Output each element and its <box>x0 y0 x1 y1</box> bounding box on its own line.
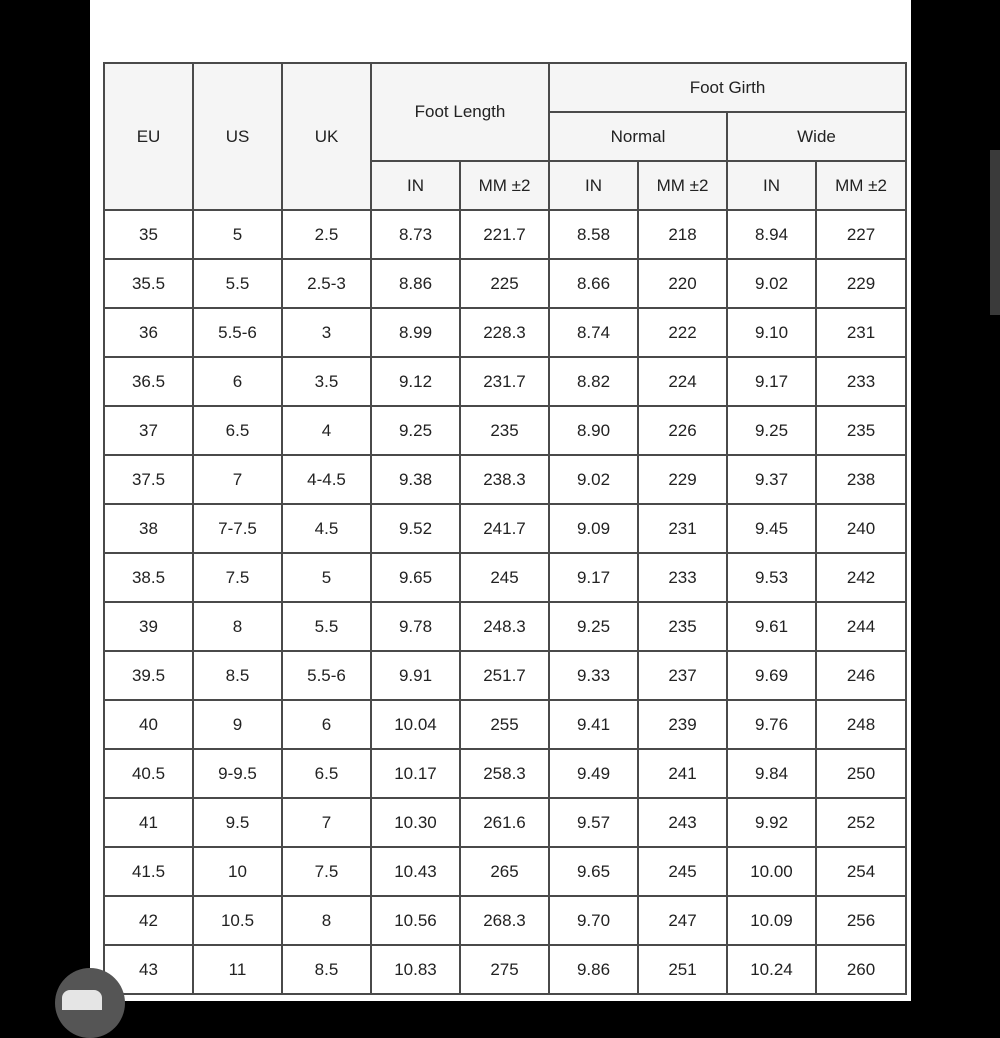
cell-length-mm: 275 <box>460 945 549 994</box>
cell-length-in: 9.12 <box>371 357 460 406</box>
cell-us: 6.5 <box>193 406 282 455</box>
cell-length-in: 10.56 <box>371 896 460 945</box>
cell-normal-mm: 247 <box>638 896 727 945</box>
cell-uk: 2.5-3 <box>282 259 371 308</box>
cell-normal-mm: 218 <box>638 210 727 259</box>
cell-length-in: 10.43 <box>371 847 460 896</box>
cell-normal-mm: 243 <box>638 798 727 847</box>
cell-wide-mm: 227 <box>816 210 906 259</box>
cell-wide-mm: 260 <box>816 945 906 994</box>
table-row <box>104 700 906 749</box>
cell-us: 7 <box>193 455 282 504</box>
cell-us: 9 <box>193 700 282 749</box>
header-us: US <box>193 63 282 210</box>
table-row <box>104 798 906 847</box>
cell-us: 8.5 <box>193 651 282 700</box>
cell-normal-in: 9.09 <box>549 504 638 553</box>
cell-wide-in: 10.24 <box>727 945 816 994</box>
cell-wide-mm: 244 <box>816 602 906 651</box>
cell-length-mm: 261.6 <box>460 798 549 847</box>
cell-wide-in: 9.76 <box>727 700 816 749</box>
cell-normal-mm: 226 <box>638 406 727 455</box>
table-row <box>104 455 906 504</box>
cell-normal-mm: 231 <box>638 504 727 553</box>
cell-normal-mm: 251 <box>638 945 727 994</box>
table-row <box>104 406 906 455</box>
header-normal-in: IN <box>549 161 638 210</box>
cell-length-mm: 228.3 <box>460 308 549 357</box>
cell-wide-mm: 229 <box>816 259 906 308</box>
header-wide-in: IN <box>727 161 816 210</box>
size-chart-page <box>90 0 911 1001</box>
cell-wide-in: 9.61 <box>727 602 816 651</box>
cell-normal-in: 9.86 <box>549 945 638 994</box>
cell-us: 8 <box>193 602 282 651</box>
header-wide: Wide <box>727 112 906 161</box>
table-row <box>104 651 906 700</box>
cell-normal-in: 9.57 <box>549 798 638 847</box>
cell-length-mm: 248.3 <box>460 602 549 651</box>
cell-length-in: 9.65 <box>371 553 460 602</box>
cell-uk: 8 <box>282 896 371 945</box>
table-row <box>104 357 906 406</box>
cell-normal-in: 9.65 <box>549 847 638 896</box>
cell-eu: 38 <box>104 504 193 553</box>
header-normal-mm: MM ±2 <box>638 161 727 210</box>
cell-eu: 37.5 <box>104 455 193 504</box>
cell-eu: 42 <box>104 896 193 945</box>
cell-normal-mm: 233 <box>638 553 727 602</box>
cell-wide-mm: 248 <box>816 700 906 749</box>
cell-uk: 4-4.5 <box>282 455 371 504</box>
cell-us: 9.5 <box>193 798 282 847</box>
cell-length-mm: 255 <box>460 700 549 749</box>
cell-eu: 36.5 <box>104 357 193 406</box>
table-row <box>104 504 906 553</box>
cell-wide-in: 9.02 <box>727 259 816 308</box>
cell-length-mm: 241.7 <box>460 504 549 553</box>
cell-normal-in: 8.58 <box>549 210 638 259</box>
cell-length-mm: 238.3 <box>460 455 549 504</box>
cell-wide-in: 10.00 <box>727 847 816 896</box>
cell-wide-in: 10.09 <box>727 896 816 945</box>
header-wide-mm: MM ±2 <box>816 161 906 210</box>
cell-us: 5.5 <box>193 259 282 308</box>
cell-length-in: 10.04 <box>371 700 460 749</box>
cell-uk: 4 <box>282 406 371 455</box>
cell-uk: 2.5 <box>282 210 371 259</box>
corner-avatar-glyph <box>62 990 102 1010</box>
cell-length-mm: 245 <box>460 553 549 602</box>
table-row <box>104 847 906 896</box>
cell-normal-in: 9.49 <box>549 749 638 798</box>
table-row <box>104 945 906 994</box>
cell-length-mm: 258.3 <box>460 749 549 798</box>
cell-length-in: 9.91 <box>371 651 460 700</box>
cell-length-in: 9.52 <box>371 504 460 553</box>
cell-normal-in: 9.33 <box>549 651 638 700</box>
cell-uk: 5.5-6 <box>282 651 371 700</box>
cell-wide-in: 9.37 <box>727 455 816 504</box>
cell-normal-mm: 245 <box>638 847 727 896</box>
cell-us: 5 <box>193 210 282 259</box>
cell-eu: 39.5 <box>104 651 193 700</box>
cell-wide-mm: 256 <box>816 896 906 945</box>
cell-length-in: 9.25 <box>371 406 460 455</box>
cell-length-in: 9.38 <box>371 455 460 504</box>
cell-eu: 35 <box>104 210 193 259</box>
header-uk: UK <box>282 63 371 210</box>
cell-us: 6 <box>193 357 282 406</box>
cell-eu: 35.5 <box>104 259 193 308</box>
cell-eu: 36 <box>104 308 193 357</box>
table-body <box>104 210 906 994</box>
cell-eu: 38.5 <box>104 553 193 602</box>
cell-wide-in: 9.92 <box>727 798 816 847</box>
cell-normal-in: 9.70 <box>549 896 638 945</box>
cell-normal-in: 8.66 <box>549 259 638 308</box>
cell-normal-mm: 222 <box>638 308 727 357</box>
cell-eu: 40 <box>104 700 193 749</box>
table-row <box>104 896 906 945</box>
table-row <box>104 308 906 357</box>
cell-wide-mm: 242 <box>816 553 906 602</box>
cell-length-mm: 231.7 <box>460 357 549 406</box>
cell-length-in: 8.73 <box>371 210 460 259</box>
cell-wide-mm: 233 <box>816 357 906 406</box>
cell-wide-in: 9.10 <box>727 308 816 357</box>
cell-wide-mm: 254 <box>816 847 906 896</box>
cell-eu: 43 <box>104 945 193 994</box>
cell-wide-mm: 235 <box>816 406 906 455</box>
cell-uk: 7.5 <box>282 847 371 896</box>
cell-normal-in: 9.17 <box>549 553 638 602</box>
cell-us: 5.5-6 <box>193 308 282 357</box>
cell-length-in: 10.83 <box>371 945 460 994</box>
cell-uk: 4.5 <box>282 504 371 553</box>
cell-normal-in: 8.74 <box>549 308 638 357</box>
cell-wide-mm: 250 <box>816 749 906 798</box>
cell-wide-in: 9.69 <box>727 651 816 700</box>
cell-wide-in: 9.17 <box>727 357 816 406</box>
cell-eu: 41.5 <box>104 847 193 896</box>
cell-uk: 5.5 <box>282 602 371 651</box>
cell-us: 7-7.5 <box>193 504 282 553</box>
cell-normal-in: 9.25 <box>549 602 638 651</box>
table-row <box>104 602 906 651</box>
cell-normal-mm: 229 <box>638 455 727 504</box>
cell-length-in: 9.78 <box>371 602 460 651</box>
cell-normal-in: 8.90 <box>549 406 638 455</box>
cell-us: 7.5 <box>193 553 282 602</box>
header-eu: EU <box>104 63 193 210</box>
cell-eu: 39 <box>104 602 193 651</box>
cell-length-mm: 251.7 <box>460 651 549 700</box>
cell-us: 9-9.5 <box>193 749 282 798</box>
cell-normal-in: 8.82 <box>549 357 638 406</box>
cell-wide-mm: 252 <box>816 798 906 847</box>
cell-length-in: 10.30 <box>371 798 460 847</box>
header-foot-length: Foot Length <box>371 63 549 161</box>
cell-us: 10 <box>193 847 282 896</box>
cell-eu: 40.5 <box>104 749 193 798</box>
right-edge-scrollbar <box>990 150 1000 315</box>
cell-uk: 3 <box>282 308 371 357</box>
cell-length-in: 8.99 <box>371 308 460 357</box>
cell-normal-mm: 235 <box>638 602 727 651</box>
cell-length-mm: 225 <box>460 259 549 308</box>
table-row <box>104 210 906 259</box>
cell-wide-mm: 240 <box>816 504 906 553</box>
cell-normal-mm: 241 <box>638 749 727 798</box>
header-normal: Normal <box>549 112 727 161</box>
cell-wide-in: 8.94 <box>727 210 816 259</box>
cell-length-mm: 265 <box>460 847 549 896</box>
cell-wide-mm: 246 <box>816 651 906 700</box>
cell-normal-in: 9.02 <box>549 455 638 504</box>
cell-uk: 3.5 <box>282 357 371 406</box>
cell-length-mm: 268.3 <box>460 896 549 945</box>
cell-wide-in: 9.84 <box>727 749 816 798</box>
cell-normal-mm: 220 <box>638 259 727 308</box>
cell-uk: 8.5 <box>282 945 371 994</box>
header-length-in: IN <box>371 161 460 210</box>
cell-uk: 6.5 <box>282 749 371 798</box>
cell-wide-in: 9.25 <box>727 406 816 455</box>
cell-wide-mm: 231 <box>816 308 906 357</box>
cell-uk: 7 <box>282 798 371 847</box>
shoe-size-table <box>103 62 907 995</box>
table-row <box>104 553 906 602</box>
table-row <box>104 259 906 308</box>
cell-wide-in: 9.53 <box>727 553 816 602</box>
cell-uk: 6 <box>282 700 371 749</box>
cell-normal-mm: 224 <box>638 357 727 406</box>
cell-wide-mm: 238 <box>816 455 906 504</box>
cell-eu: 37 <box>104 406 193 455</box>
cell-eu: 41 <box>104 798 193 847</box>
cell-normal-in: 9.41 <box>549 700 638 749</box>
table-row <box>104 749 906 798</box>
cell-us: 10.5 <box>193 896 282 945</box>
cell-normal-mm: 239 <box>638 700 727 749</box>
cell-normal-mm: 237 <box>638 651 727 700</box>
cell-us: 11 <box>193 945 282 994</box>
cell-uk: 5 <box>282 553 371 602</box>
cell-length-in: 8.86 <box>371 259 460 308</box>
header-foot-girth: Foot Girth <box>549 63 906 112</box>
cell-wide-in: 9.45 <box>727 504 816 553</box>
cell-length-mm: 235 <box>460 406 549 455</box>
cell-length-in: 10.17 <box>371 749 460 798</box>
table-header <box>104 63 906 210</box>
cell-length-mm: 221.7 <box>460 210 549 259</box>
header-length-mm: MM ±2 <box>460 161 549 210</box>
